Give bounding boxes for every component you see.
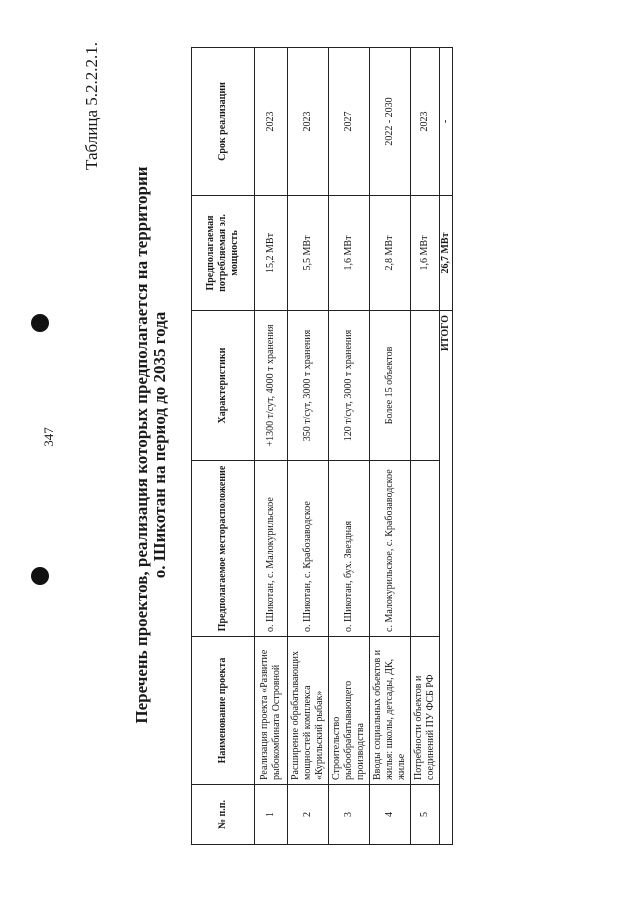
cell-term: 2023 bbox=[288, 48, 329, 196]
cell-num: 5 bbox=[411, 785, 440, 845]
col-header-term: Срок реализации bbox=[192, 48, 255, 196]
cell-num: 4 bbox=[370, 785, 411, 845]
cell-location bbox=[411, 461, 440, 637]
cell-num: 1 bbox=[255, 785, 288, 845]
cell-characteristics: 120 т/сут, 3000 т хранения bbox=[329, 311, 370, 461]
table-label: Таблица 5.2.2.2.1. bbox=[82, 42, 101, 170]
cell-name: Реализация проекта «Развитие рыбокомбината Островной bbox=[255, 637, 288, 785]
projects-table bbox=[191, 47, 453, 845]
page-number: 347 bbox=[41, 427, 56, 447]
title-line-1: Перечень проектов, реализация которых предполагается на территории bbox=[132, 166, 151, 724]
table-header-row bbox=[192, 48, 255, 845]
cell-power: 1,6 МВт bbox=[329, 196, 370, 311]
cell-location: о. Шикотан, с. Крабозаводское bbox=[288, 461, 329, 637]
punch-hole-bottom bbox=[31, 567, 49, 585]
col-header-power: Предполагаемая потребляемая эл. мощность bbox=[192, 196, 255, 311]
cell-name: Потребности объектов и соединений ПУ ФСБ РФ bbox=[411, 637, 440, 785]
total-label: ИТОГО bbox=[440, 311, 453, 845]
cell-characteristics: Более 15 объектов bbox=[370, 311, 411, 461]
cell-power: 5,5 МВт bbox=[288, 196, 329, 311]
cell-characteristics bbox=[411, 311, 440, 461]
cell-power: 1,6 МВт bbox=[411, 196, 440, 311]
cell-term: 2027 bbox=[329, 48, 370, 196]
cell-term: 2022 - 2030 bbox=[370, 48, 411, 196]
cell-power: 15,2 МВт bbox=[255, 196, 288, 311]
cell-name: Вводы социальных объектов и жилья: школы, детсады, ДК, жилье bbox=[370, 637, 411, 785]
punch-hole-top bbox=[31, 314, 49, 332]
cell-characteristics: 350 т/сут, 3000 т хранения bbox=[288, 311, 329, 461]
document-title bbox=[133, 40, 169, 850]
total-row bbox=[440, 48, 453, 845]
table-row bbox=[255, 48, 288, 845]
cell-num: 2 bbox=[288, 785, 329, 845]
col-header-characteristics: Характеристики bbox=[192, 311, 255, 461]
total-term: - bbox=[440, 48, 453, 196]
cell-num: 3 bbox=[329, 785, 370, 845]
table-row bbox=[411, 48, 440, 845]
col-header-name: Наименование проекта bbox=[192, 637, 255, 785]
cell-power: 2,8 МВт bbox=[370, 196, 411, 311]
table-row bbox=[288, 48, 329, 845]
table-row bbox=[370, 48, 411, 845]
title-line-2: о. Шикотан на период до 2035 года bbox=[150, 311, 169, 579]
cell-characteristics: +1300 т/сут, 4000 т хранения bbox=[255, 311, 288, 461]
cell-term: 2023 bbox=[255, 48, 288, 196]
cell-name: Строительство рыбообрабатывающего производства bbox=[329, 637, 370, 785]
rotated-content bbox=[80, 40, 600, 850]
cell-location: с. Малокурильское, с. Крабозаводское bbox=[370, 461, 411, 637]
cell-name: Расширение обрабатывающих мощностей комплекса «Курильский рыбак» bbox=[288, 637, 329, 785]
cell-location: о. Шикотан, с. Малокурильское bbox=[255, 461, 288, 637]
table-row bbox=[329, 48, 370, 845]
cell-term: 2023 bbox=[411, 48, 440, 196]
cell-location: о. Шикотан, бух. Звездная bbox=[329, 461, 370, 637]
col-header-location: Предполагаемое месторасположение bbox=[192, 461, 255, 637]
col-header-num: № п.п. bbox=[192, 785, 255, 845]
total-power: 26,7 МВт bbox=[440, 196, 453, 311]
